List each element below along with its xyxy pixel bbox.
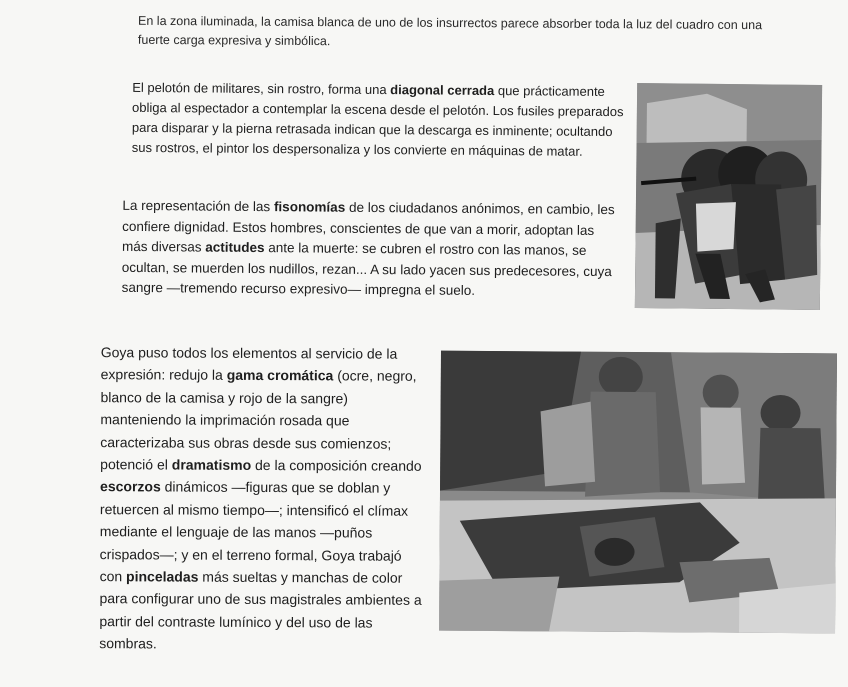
painting-detail-soldiers-image <box>635 83 822 310</box>
text-run: de la composición creando <box>251 456 422 474</box>
bold-term: dramatismo <box>171 456 252 473</box>
painting-detail-victims-image <box>439 351 837 634</box>
text-run: Goya puso todos los elementos al servicio de la expresión: redujo la <box>100 344 398 384</box>
bold-term: escorzos <box>100 478 161 495</box>
text-run: (ocre, negro, blanco de la camisa y rojo de la sangre) manteniendo la imprimación rosada que caracterizaba sus obras desde sus comienzos; potenció el <box>100 367 417 473</box>
bold-term: gama cromática <box>226 367 334 384</box>
bold-term: actitudes <box>205 239 265 256</box>
bold-term: pinceladas <box>126 568 199 585</box>
text-run: dinámicos —figuras que se doblan y retuercen al mismo tiempo—; intensificó el clímax mediante el lenguaje de las manos —puños crispados—; y en el terreno formal, Goya trabajó con <box>99 478 409 585</box>
paragraph-firing-squad <box>132 78 625 162</box>
text-run: El pelotón de militares, sin rostro, forma una <box>132 79 391 98</box>
paragraph-physiognomies <box>122 196 618 303</box>
paragraph-goya-expression <box>99 341 429 656</box>
paragraph-light-zone <box>138 12 768 54</box>
text-run: de los ciudadanos anónimos, en cambio, les confiere dignidad. Estos hombres, conscientes de que van a morir, adoptan las más diversas <box>121 199 615 255</box>
text-run: más sueltas y manchas de color para configurar uno de sus magistrales ambientes a partir del contraste lumínico y del uso de las sombras. <box>99 568 422 652</box>
text-run: que prácticamente obliga al espectador a contemplar la escena desde el pelotón. Los fusiles preparados para disparar y la pierna retrasada indican que la descarga es inminente; ocultando sus rostros, el pintor los despersonaliza y los convierte en máquinas de matar. <box>131 83 624 159</box>
bold-term: diagonal cerrada <box>390 82 495 99</box>
text-run: En la zona iluminada, la camisa blanca de uno de los insurrectos parece absorber toda la luz del cuadro con una fuerte carga expresiva y simbólica. <box>137 13 763 49</box>
text-run: ante la muerte: se cubren el rostro con las manos, se ocultan, se muerden los nudillos, rezan... A su lado yacen sus predecesores, cuya sangre —tremendo recurso expresivo— impregna el suelo. <box>121 240 612 298</box>
text-run: La representación de las <box>122 197 275 215</box>
bold-term: fisonomías <box>273 199 346 215</box>
